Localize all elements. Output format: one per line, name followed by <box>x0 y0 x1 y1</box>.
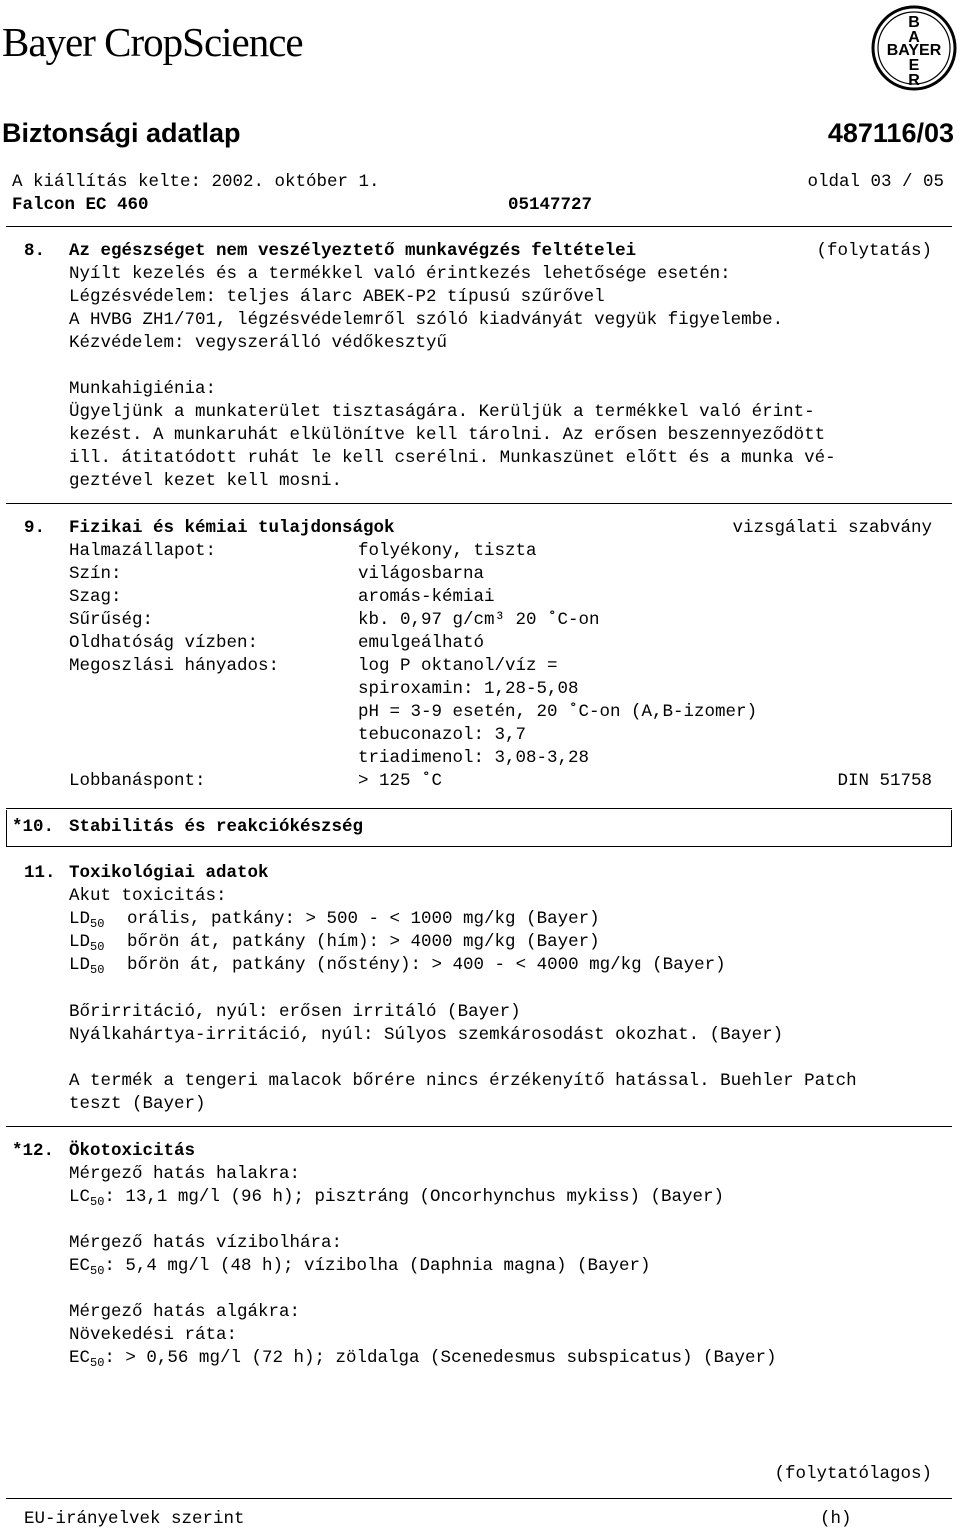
logo-letter-e: E <box>908 57 920 74</box>
section-11-number: 11. <box>24 863 56 883</box>
section-8-line: A HVBG ZH1/701, légzésvédelemről szóló kiadványát vegyük figyelembe. <box>69 310 784 330</box>
document-number: 487116/03 <box>827 118 954 148</box>
bayer-cross-logo <box>870 4 958 92</box>
property-value: kb. 0,97 g/cm³ 20 ˚C-on <box>358 610 600 630</box>
acute-toxicity-title: Akut toxicitás: <box>69 886 227 906</box>
footer-code: (h) <box>820 1509 852 1529</box>
hygiene-line: geztével kezet kell mosni. <box>69 471 343 491</box>
property-label: Megoszlási hányados: <box>69 656 280 676</box>
property-value: aromás-kémiai <box>358 587 495 607</box>
ec-subscript: 50 <box>90 1264 105 1278</box>
property-value: spiroxamin: 1,28-5,08 <box>358 679 579 699</box>
section-divider <box>6 846 952 847</box>
ec-text: : 5,4 mg/l (48 h); vízibolha (Daphnia magna) (Bayer) <box>104 1256 651 1276</box>
section-10-number: *10. <box>12 817 55 837</box>
logo-letter-b: B <box>908 14 920 31</box>
section-10-title: Stabilitás és reakciókészség <box>69 817 364 837</box>
ec-prefix: EC <box>69 1348 91 1368</box>
hygiene-line: ill. átitatódott ruhát le kell cserélni. Munkaszünet előtt és a munka vé- <box>69 448 836 468</box>
section-12-title: Ökotoxicitás <box>69 1141 196 1161</box>
ld-prefix: LD <box>69 955 91 975</box>
ld-text: orális, patkány: > 500 - < 1000 mg/kg (Bayer) <box>127 909 600 929</box>
eye-irritation: Nyálkahártya-irritáció, nyúl: Súlyos szemkárosodást okozhat. (Bayer) <box>69 1025 784 1045</box>
ld-text: bőrön át, patkány (hím): > 4000 mg/kg (Bayer) <box>127 932 600 952</box>
standard-header: vizsgálati szabvány <box>732 518 932 538</box>
ld-subscript: 50 <box>90 963 105 977</box>
logo-letter-r: R <box>908 72 920 89</box>
section-9-title: Fizikai és kémiai tulajdonságok <box>69 518 395 538</box>
ld-subscript: 50 <box>90 940 105 954</box>
product-name: Falcon EC 460 <box>12 195 149 215</box>
fish-lc50 <box>69 1186 724 1209</box>
section-divider <box>6 503 952 504</box>
ld50-dermal-female <box>69 954 726 977</box>
issue-date: A kiállítás kelte: 2002. október 1. <box>12 172 380 192</box>
property-value: pH = 3-9 esetén, 20 ˚C-on (A,B-izomer) <box>358 702 758 722</box>
algae-toxicity-title: Mérgező hatás algákra: <box>69 1302 301 1322</box>
property-label: Szín: <box>69 564 122 584</box>
company-brand: Bayer CropScience <box>2 19 303 65</box>
sensitisation-line: A termék a tengeri malacok bőrére nincs érzékenyítő hatással. Buehler Patch <box>69 1071 857 1091</box>
section-9-number: 9. <box>24 518 46 538</box>
header-divider <box>6 226 952 227</box>
property-label: Sűrűség: <box>69 610 154 630</box>
section-divider <box>6 1126 952 1127</box>
property-value: folyékony, tiszta <box>358 541 537 561</box>
growth-rate-title: Növekedési ráta: <box>69 1325 238 1345</box>
sensitisation-line: teszt (Bayer) <box>69 1094 206 1114</box>
section-8-continued: (folytatás) <box>816 241 932 261</box>
continued-note: (folytatólagos) <box>774 1464 932 1484</box>
flash-point-value: > 125 ˚C <box>358 771 443 791</box>
property-label: Oldhatóság vízben: <box>69 633 259 653</box>
flash-point-label: Lobbanáspont: <box>69 771 206 791</box>
section-12-number: *12. <box>12 1141 55 1161</box>
document-title: Biztonsági adatlap <box>2 118 241 148</box>
skin-irritation: Bőrirritáció, nyúl: erősen irritáló (Bayer) <box>69 1002 521 1022</box>
hygiene-line: kezést. A munkaruhát elkülönítve kell tárolni. Az erősen beszennyeződött <box>69 425 826 445</box>
daphnia-toxicity-title: Mérgező hatás vízibolhára: <box>69 1233 343 1253</box>
algae-ec50 <box>69 1347 777 1370</box>
section-8-number: 8. <box>24 241 46 261</box>
ec-prefix: EC <box>69 1256 91 1276</box>
property-value: világosbarna <box>358 564 485 584</box>
hygiene-line: Ügyeljünk a munkaterület tisztaságára. Kerüljük a termékkel való érint- <box>69 402 815 422</box>
property-label: Szag: <box>69 587 122 607</box>
footer-directive: EU-irányelvek szerint <box>24 1509 245 1529</box>
ec-subscript: 50 <box>90 1356 105 1370</box>
section-8-title: Az egészséget nem veszélyeztető munkavégzés feltételei <box>69 241 637 261</box>
property-value: log P oktanol/víz = <box>358 656 558 676</box>
logo-letter-a: A <box>908 29 920 46</box>
ec-text: : > 0,56 mg/l (72 h); zöldalga (Scenedesmus subspicatus) (Bayer) <box>104 1348 777 1368</box>
property-value: emulgeálható <box>358 633 485 653</box>
ld-prefix: LD <box>69 909 91 929</box>
property-value: triadimenol: 3,08-3,28 <box>358 748 590 768</box>
ld-subscript: 50 <box>90 917 105 931</box>
ld50-dermal-male <box>69 931 600 954</box>
section-divider <box>6 808 952 809</box>
section-8-line: Légzésvédelem: teljes álarc ABEK-P2 típusú szűrővel <box>69 287 605 307</box>
hygiene-title: Munkahigiénia: <box>69 379 217 399</box>
ld50-oral <box>69 908 600 931</box>
lc-subscript: 50 <box>90 1195 105 1209</box>
fish-toxicity-title: Mérgező hatás halakra: <box>69 1164 301 1184</box>
property-label: Halmazállapot: <box>69 541 217 561</box>
section-8-line: Kézvédelem: vegyszerálló védőkesztyű <box>69 333 448 353</box>
section-11-title: Toxikológiai adatok <box>69 863 269 883</box>
section-8-line: Nyílt kezelés és a termékkel való érintkezés lehetősége esetén: <box>69 264 731 284</box>
ld-text: bőrön át, patkány (nőstény): > 400 - < 4000 mg/kg (Bayer) <box>127 955 726 975</box>
product-code: 05147727 <box>508 195 593 215</box>
daphnia-ec50 <box>69 1255 651 1278</box>
logo-bayer: BAYER <box>886 42 942 59</box>
lc-text: : 13,1 mg/l (96 h); pisztráng (Oncorhynchus mykiss) (Bayer) <box>104 1187 725 1207</box>
footer-divider <box>6 1498 952 1499</box>
page-number: oldal 03 / 05 <box>807 172 944 192</box>
lc-prefix: LC <box>69 1187 91 1207</box>
ld-prefix: LD <box>69 932 91 952</box>
flash-point-standard: DIN 51758 <box>837 771 932 791</box>
property-value: tebuconazol: 3,7 <box>358 725 527 745</box>
